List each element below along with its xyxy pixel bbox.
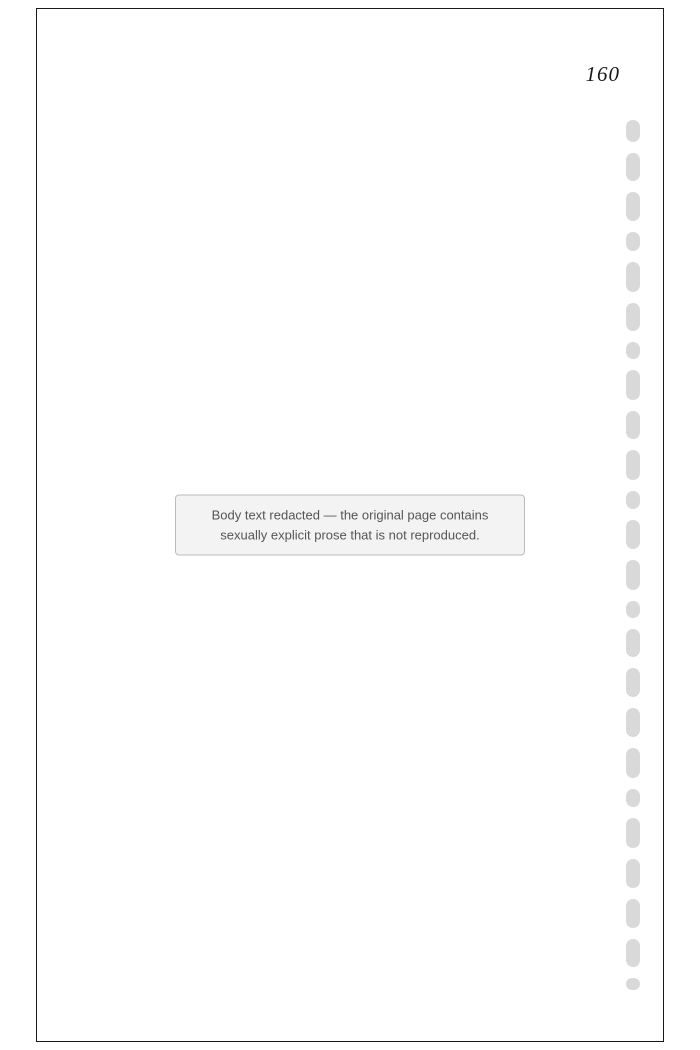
redacted-text-column: [626, 450, 640, 480]
redacted-text-column: [626, 899, 640, 929]
redacted-text-column: [626, 303, 640, 332]
redacted-text-column: [626, 491, 640, 510]
redacted-text-column: [626, 370, 640, 400]
redacted-text-column: [626, 789, 640, 808]
redacted-text-column: [626, 262, 640, 292]
redacted-text-column: [626, 708, 640, 737]
page-number: 160: [585, 62, 620, 86]
redacted-text-column: [626, 748, 640, 778]
redacted-text-column: [626, 342, 640, 359]
redacted-text-column: [626, 668, 640, 698]
redacted-text-column: [626, 153, 640, 181]
redacted-text-column: [626, 818, 640, 848]
redacted-text-column: [626, 411, 640, 439]
redacted-text-column: [626, 601, 640, 618]
redacted-text-column: [626, 939, 640, 967]
redacted-text-column: [626, 192, 640, 222]
redacted-text-column: [626, 978, 640, 990]
redacted-text-column: [626, 560, 640, 590]
redaction-note: Body text redacted — the original page contains sexually explicit prose that is not reproduced.: [175, 495, 525, 556]
redacted-text-column: [626, 520, 640, 549]
redacted-text-column: [626, 859, 640, 888]
redacted-text-column: [626, 629, 640, 657]
redacted-text-columns: [626, 120, 640, 990]
redacted-text-column: [626, 232, 640, 251]
redacted-text-column: [626, 120, 640, 142]
